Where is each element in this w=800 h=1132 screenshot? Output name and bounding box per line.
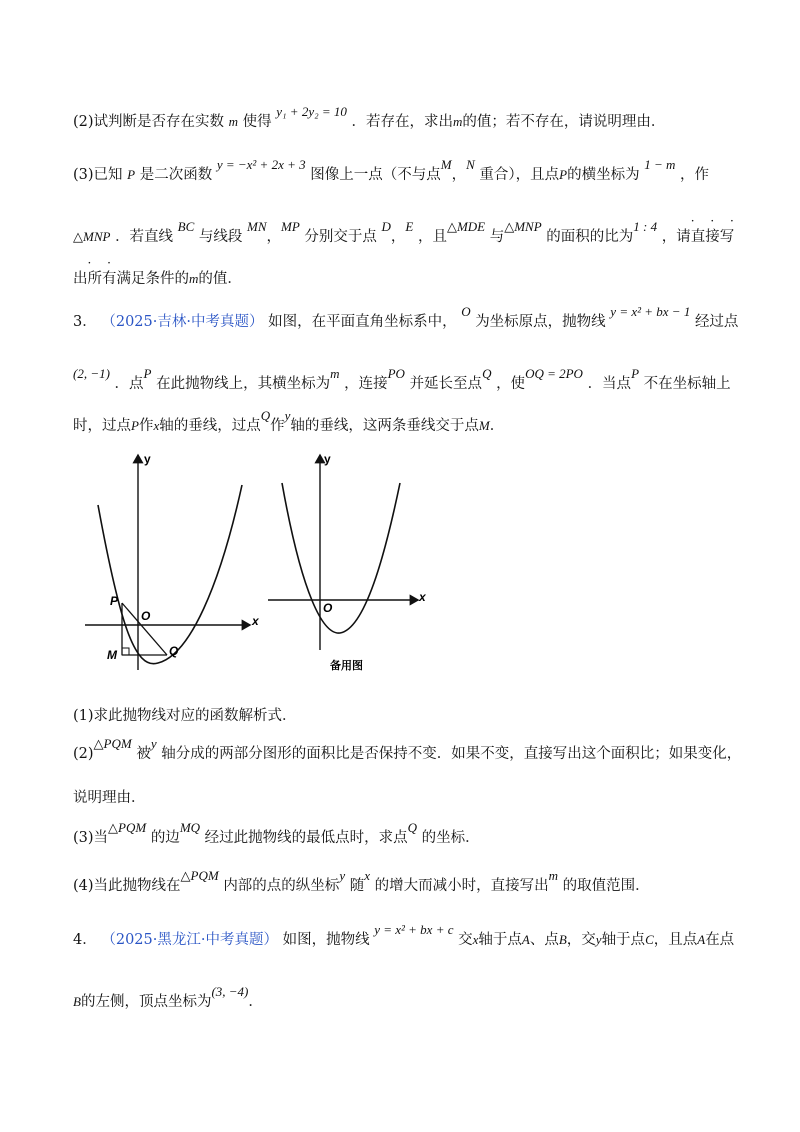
label-y: y	[144, 452, 151, 466]
emphasis-dots-2: · · 所有	[87, 256, 117, 287]
figure-main	[85, 452, 260, 670]
figure-parabola	[80, 445, 450, 680]
parabola-curve	[98, 485, 242, 664]
sub-2-cont: 说明理由．	[73, 790, 146, 806]
figure-spare	[268, 452, 427, 672]
source-tag-4: （2025·黑龙江·中考真题）	[101, 932, 278, 948]
label-O: O	[141, 609, 151, 623]
sub-4: (4)当此抛物线在△PQM 内部的点的纵坐标y 随x 的增大而减小时，直接写出m 的取值范围．	[73, 868, 650, 894]
function-expression: y = −x² + 2x + 3	[216, 157, 306, 172]
label-P: P	[110, 594, 119, 608]
question-3-line-1: 3． （2025·吉林·中考真题） 如图，在平面直角坐标系中， O 为坐标原点，抛物线 y = x² + bx − 1 经过点	[73, 304, 739, 330]
label-x: x	[252, 614, 259, 628]
label-O-spare: O	[323, 601, 333, 615]
sub-1: (1)求此抛物线对应的函数解析式．	[73, 708, 297, 724]
question-4-line-2: B的左侧，顶点坐标为(3, −4)．	[73, 984, 263, 1010]
question-3-line-3: 时，过点P作x轴的垂线，过点Q作y轴的垂线，这两条垂线交于点M．	[73, 408, 505, 434]
sub-question-2: (2)试判断是否存在实数 m 使得 y₁ + 2y₂ = 10 ．若存在，求出m的值；若不存在，请说明理由．	[73, 104, 666, 130]
right-angle-mark	[122, 648, 129, 655]
label-y-spare: y	[324, 452, 331, 466]
parabola-expression-4: y = x² + bx + c	[374, 922, 454, 937]
caption-spare: 备用图	[330, 660, 363, 672]
source-tag: （2025·吉林·中考真题）	[101, 314, 264, 330]
question-4-line-1: 4． （2025·黑龙江·中考真题） 如图，抛物线 y = x² + bx + c 交x轴于点A、点B，交y轴于点C，且点A在点	[73, 922, 735, 948]
sub-question-3-line-2: △MNP ．若直线 BC 与线段 MN，MP 分别交于点 D，E ，且△MDE 与△MNP 的面积的比为1 : 4 ，请 · · · 直接写	[73, 214, 740, 245]
label-x-spare: x	[419, 590, 426, 604]
equation: y₁ + 2y₂ = 10	[276, 104, 347, 119]
question-3-line-2: (2, −1) ．点P 在此抛物线上，其横坐标为m ，连接PO 并延长至点Q ，使OQ = 2PO ．当点P 不在坐标轴上	[73, 366, 731, 392]
sub-question-3-line-1: (3)已知 P 是二次函数 y = −x² + 2x + 3 图像上一点（不与点M，N 重合），且点P的横坐标为 1 − m ，作	[73, 157, 709, 183]
emphasis-dots: · · · 直接写	[690, 214, 740, 245]
sub-question-3-line-3: 出 · · 所有满足条件的m的值．	[73, 256, 242, 287]
label-M: M	[107, 648, 117, 662]
parabola-curve-spare	[282, 483, 400, 633]
sub-3: (3)当△PQM 的边MQ 经过此抛物线的最低点时，求点Q 的坐标．	[73, 820, 480, 846]
parabola-expression: y = x² + bx − 1	[610, 304, 691, 319]
sub-2: (2)△PQM 被y 轴分成的两部分图形的面积比是否保持不变．如果不变，直接写出这个面积比；如果变化，	[73, 736, 742, 762]
label-Q: Q	[169, 644, 179, 658]
